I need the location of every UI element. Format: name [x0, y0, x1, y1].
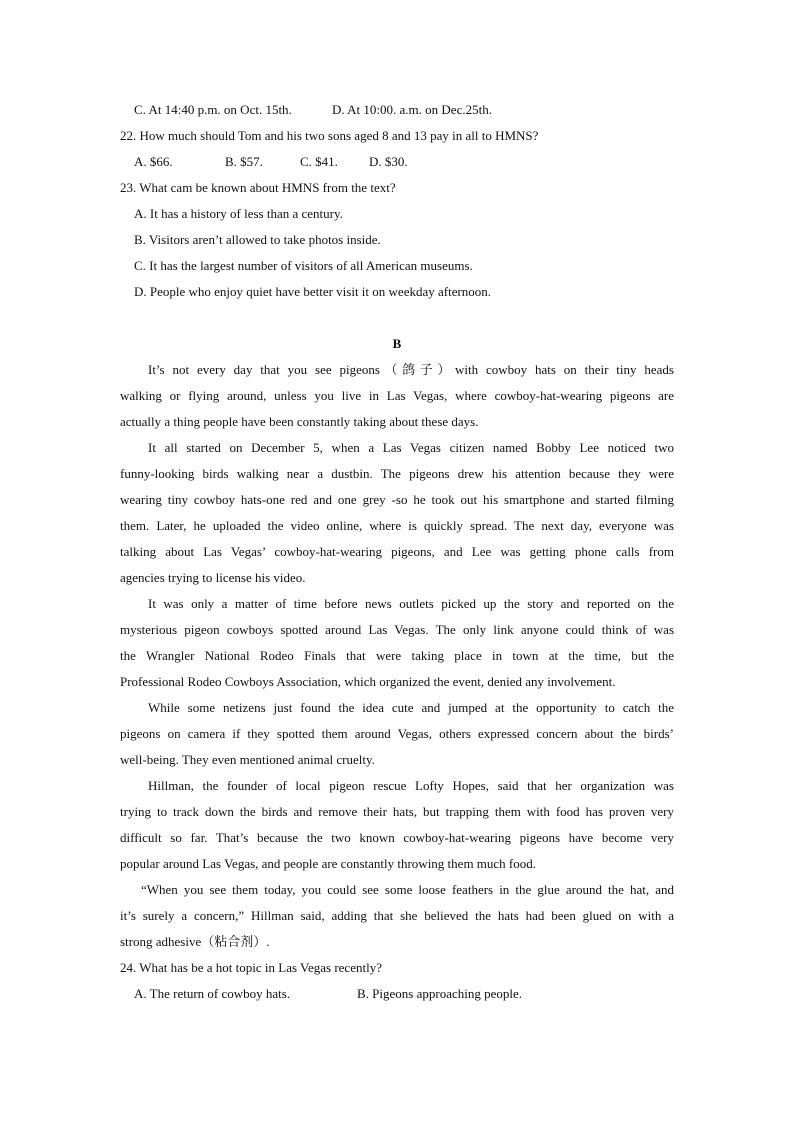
q22-question: 22. How much should Tom and his two sons aged 8 and 13 pay in all to HMNS?: [120, 128, 539, 143]
passage-line: difficult so far. That’s because the two known cowboy-hat-wearing pigeons have become very: [120, 830, 674, 845]
q23-option-d: D. People who enjoy quiet have better visit it on weekday afternoon.: [134, 284, 492, 299]
passage-line: Professional Rodeo Cowboys Association, which organized the event, denied any involvement.: [120, 674, 616, 689]
passage-line: talking about Las Vegas’ cowboy-hat-wearing pigeons, and Lee was getting phone calls from: [120, 544, 674, 559]
passage-line: funny-looking birds walking near a dustbin. The pigeons drew his attention because they were: [120, 466, 674, 481]
q22-option-d: D. $30.: [369, 154, 408, 169]
passage-line: well-being. They even mentioned animal cruelty.: [120, 752, 375, 767]
q23-question: 23. What cam be known about HMNS from the text?: [120, 180, 396, 195]
passage-line: It’s not every day that you see pigeons（鸽子）with cowboy hats on their tiny heads: [148, 362, 674, 377]
q24-option-a: A. The return of cowboy hats.: [134, 986, 291, 1001]
passage-line: the Wrangler National Rodeo Finals that were taking place in town at the time, but the: [120, 648, 674, 663]
section-title: B: [392, 336, 402, 351]
q23-option-a: A. It has a history of less than a century.: [134, 206, 343, 221]
q21-option-c: C. At 14:40 p.m. on Oct. 15th.: [134, 102, 292, 117]
passage-line: trying to track down the birds and remove their hats, but trapping them with food has proven very: [120, 804, 674, 819]
passage-line: pigeons on camera if they spotted them around Vegas, others expressed concern about the birds’: [120, 726, 674, 741]
passage-line: popular around Las Vegas, and people are constantly throwing them much food.: [120, 856, 537, 871]
q23-option-c: C. It has the largest number of visitors of all American museums.: [134, 258, 473, 273]
q22-option-b: B. $57.: [225, 154, 263, 169]
passage-line: walking or flying around, unless you live in Las Vegas, where cowboy-hat-wearing pigeons are: [120, 388, 674, 403]
passage-line: them. Later, he uploaded the video online, where is quickly spread. The next day, everyone was: [120, 518, 674, 533]
q22-option-c: C. $41.: [300, 154, 338, 169]
q23-option-b: B. Visitors aren’t allowed to take photos inside.: [134, 232, 381, 247]
passage-line: It was only a matter of time before news outlets picked up the story and reported on the: [148, 596, 674, 611]
passage-line: “When you see them today, you could see some loose feathers in the glue around the hat, and: [141, 882, 674, 897]
q22-option-a: A. $66.: [134, 154, 173, 169]
passage-line: agencies trying to license his video.: [120, 570, 306, 585]
q24-question: 24. What has be a hot topic in Las Vegas recently?: [120, 960, 382, 975]
passage-line: Hillman, the founder of local pigeon rescue Lofty Hopes, said that her organization was: [148, 778, 674, 793]
q24-option-b: B. Pigeons approaching people.: [357, 986, 522, 1001]
passage-line: mysterious pigeon cowboys spotted around Las Vegas. The only link anyone could think of was: [120, 622, 674, 637]
passage-line: wearing tiny cowboy hats-one red and one grey -so he took out his smartphone and started filming: [120, 492, 674, 507]
passage-line: actually a thing people have been constantly taking about these days.: [120, 414, 479, 429]
passage-line: It all started on December 5, when a Las Vegas citizen named Bobby Lee noticed two: [148, 440, 674, 455]
q21-option-d: D. At 10:00. a.m. on Dec.25th.: [332, 102, 492, 117]
passage-line: While some netizens just found the idea cute and jumped at the opportunity to catch the: [148, 700, 674, 715]
passage-line: it’s surely a concern,” Hillman said, adding that she believed the hats had been glued on with a: [120, 908, 674, 923]
passage-line: strong adhesive（粘合剂）.: [120, 934, 270, 949]
